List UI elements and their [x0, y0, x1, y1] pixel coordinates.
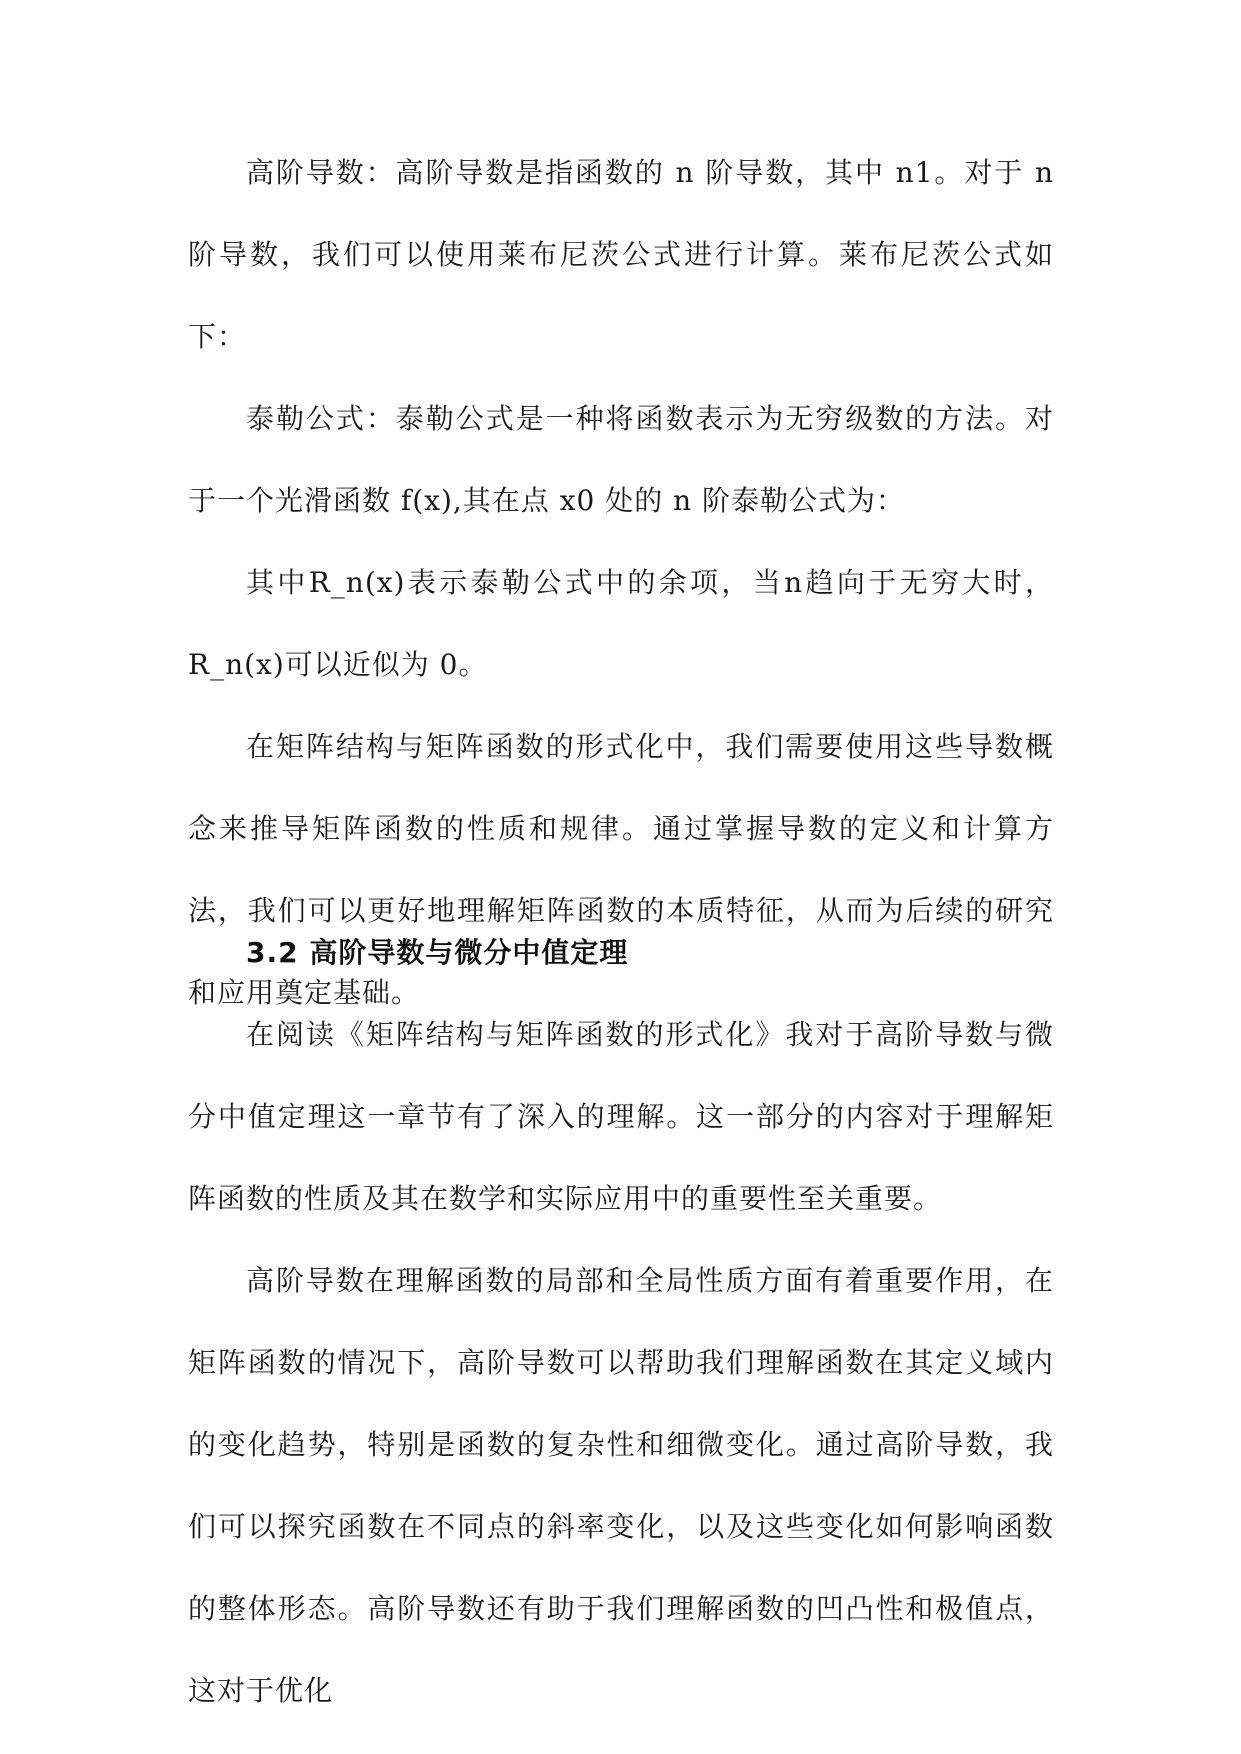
body-text-section: [188, 132, 1054, 1034]
paragraph-higher-order-derivative: 高阶导数：高阶导数是指函数的 n 阶导数，其中 n1。对于 n 阶导数，我们可以使用莱布尼茨公式进行计算。莱布尼茨公式如下：: [188, 156, 1054, 353]
section-heading: 3.2 高阶导数与微分中值定理: [246, 936, 629, 969]
paragraph-taylor-formula: 泰勒公式：泰勒公式是一种将函数表示为无穷级数的方法。对于一个光滑函数 f(x),其在点 x0 处的 n 阶泰勒公式为：: [188, 402, 1054, 517]
paragraph-reading-reflection: 在阅读《矩阵结构与矩阵函数的形式化》我对于高阶导数与微分中值定理这一章节有了深入的理解。这一部分的内容对于理解矩阵函数的性质及其在数学和实际应用中的重要性至关重要。: [188, 1018, 1054, 1215]
paragraph-higher-order-role: 高阶导数在理解函数的局部和全局性质方面有着重要作用，在矩阵函数的情况下，高阶导数可以帮助我们理解函数在其定义域内的变化趋势，特别是函数的复杂性和细微变化。通过高阶导数，我们可以探究函数在不同点的斜率变化，以及这些变化如何影响函数的整体形态。高阶导数还有助于我们理解函数的凹凸性和极值点，这对于优化: [188, 1264, 1054, 1707]
paragraph-matrix-formalization: 在矩阵结构与矩阵函数的形式化中，我们需要使用这些导数概念来推导矩阵函数的性质和规律。通过掌握导数的定义和计算方法，我们可以更好地理解矩阵函数的本质特征，从而为后续的研究和应用奠定基础。: [188, 730, 1054, 1009]
paragraph-remainder-term: 其中R_n(x)表示泰勒公式中的余项，当n趋向于无穷大时，R_n(x)可以近似为 0。: [188, 566, 1054, 681]
section-3-2: [188, 912, 1054, 1732]
